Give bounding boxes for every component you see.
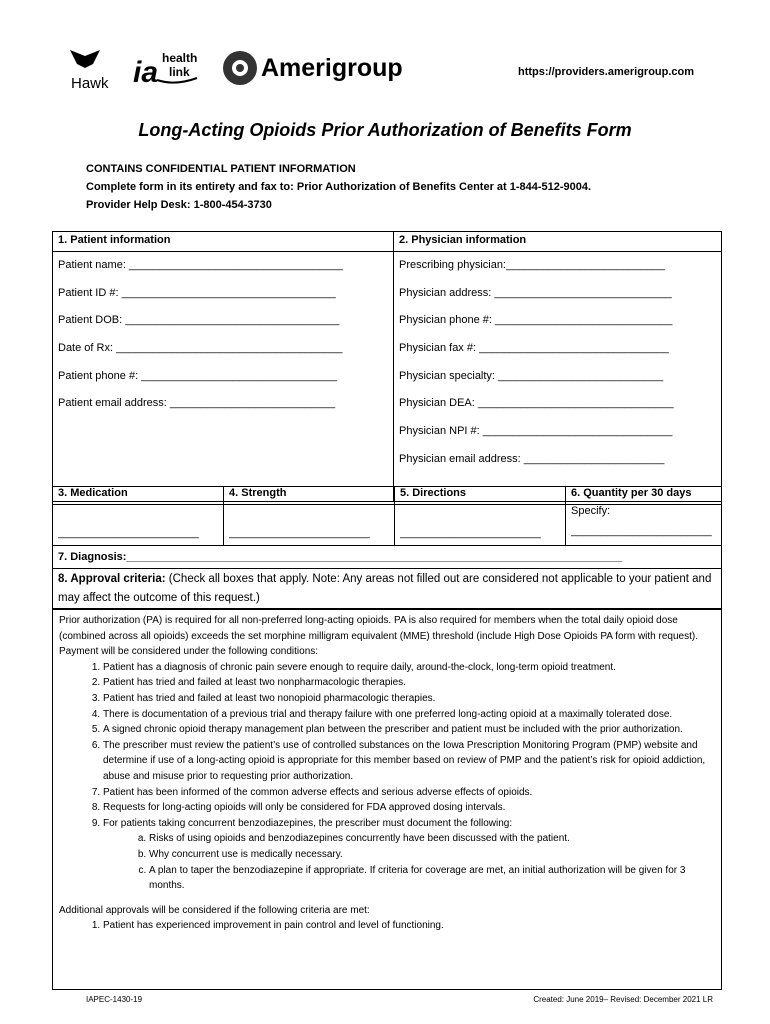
physician-specialty-field[interactable]: Physician specialty: ___________________________ xyxy=(399,369,664,382)
criteria-item: 3. Patient has tried and failed at least two nonopioid pharmacologic therapies. xyxy=(103,691,715,707)
prescribing-physician-field[interactable]: Prescribing physician:__________________________ xyxy=(399,259,666,271)
health-logo-text: health xyxy=(162,51,198,65)
physician-phone-field[interactable]: Physician phone #: _____________________________ xyxy=(399,314,673,327)
criteria-list xyxy=(59,660,715,894)
logo-bar xyxy=(65,42,415,92)
link-logo-text: link xyxy=(169,65,190,79)
quantity-heading: 6. Quantity per 30 days xyxy=(566,487,722,505)
criteria-item: 4. There is documentation of a previous trial and therapy failure with one preferred long-acting opioid at a maximally tolerated dose. xyxy=(103,707,715,723)
criteria-item-text: For patients taking concurrent benzodiazepines, the prescriber must document the following: xyxy=(103,817,513,829)
physician-address-field[interactable]: Physician address: _____________________________ xyxy=(399,286,672,299)
revision-date: Created: June 2019– Revised: December 2021 LR xyxy=(533,995,713,1004)
fax-instructions: Complete form in its entirety and fax to: Prior Authorization of Benefits Center at 1-844-512-9004. xyxy=(86,181,592,193)
patient-email-field[interactable]: Patient email address: ___________________________ xyxy=(58,397,336,410)
criteria-subitem: c. A plan to taper the benzodiazepine if appropriate. If criteria for coverage are met, an initial authorization will be given for 3 months. xyxy=(149,863,715,894)
criteria-item: 2. Patient has tried and failed at least two nonpharmacologic therapies. xyxy=(103,675,715,691)
directions-field[interactable] xyxy=(395,505,566,546)
amerigroup-logo xyxy=(223,51,403,85)
form-code: IAPEC-1430-19 xyxy=(86,995,143,1004)
directions-heading: 5. Directions xyxy=(395,487,566,505)
patient-info-fields xyxy=(53,252,394,502)
info-table xyxy=(52,231,722,502)
directions-blank[interactable]: _______________________ xyxy=(400,527,541,539)
physician-info-heading: 2. Physician information xyxy=(394,232,722,252)
medication-table xyxy=(52,486,722,609)
ia-health-link-logo xyxy=(133,51,197,89)
specify-label: Specify: xyxy=(571,505,611,517)
criteria-item: 5. A signed chronic opioid therapy management plan between the prescriber and patient must be included with the prior authorization. xyxy=(103,722,715,738)
quantity-blank[interactable]: _______________________ xyxy=(571,525,712,537)
additional-approvals-list xyxy=(59,918,715,934)
diagnosis-field[interactable]: 7. Diagnosis:_________________________________________________________________________________ xyxy=(53,546,722,569)
confidential-notice: CONTAINS CONFIDENTIAL PATIENT INFORMATION xyxy=(86,163,356,175)
physician-npi-field[interactable]: Physician NPI #: _______________________________ xyxy=(399,425,673,438)
criteria-item: 1. Patient has a diagnosis of chronic pain severe enough to require daily, around-the-clock, long-term opioid treatment. xyxy=(103,660,715,676)
medication-blank[interactable]: _______________________ xyxy=(58,527,199,539)
patient-name-field[interactable]: Patient name: ___________________________________ xyxy=(58,259,344,271)
patient-info-heading: 1. Patient information xyxy=(53,232,394,252)
criteria-subitem: b. Why concurrent use is medically necessary. xyxy=(149,847,715,863)
approval-criteria-note: (Check all boxes that apply. Note: Any areas not filled out are considered not applicable to your patient and may affect the outcome of this request.) xyxy=(58,573,712,604)
benzodiazepine-sublist xyxy=(103,831,715,893)
physician-email-field[interactable]: Physician email address: _______________________ xyxy=(399,452,665,465)
hawk-logo xyxy=(70,50,109,92)
criteria-item: 7. Patient has been informed of the common adverse effects and serious adverse effects of opioids. xyxy=(103,785,715,801)
approval-criteria-header xyxy=(53,569,722,609)
provider-url[interactable]: https://providers.amerigroup.com xyxy=(518,66,695,78)
strength-blank[interactable]: _______________________ xyxy=(229,527,370,539)
additional-approvals-intro: Additional approvals will be considered if the following criteria are met: xyxy=(59,904,370,916)
criteria-intro: Prior authorization (PA) is required for all non-preferred long-acting opioids. PA is also required for members when the total daily opioid dose (combined across all opioids) exceeds the set morphine milligram equivalent (MME) threshold (include High Dose Opioids PA form with request). Payment will be considered under the following conditions: xyxy=(59,615,698,658)
criteria-item: 8. Requests for long-acting opioids will only be considered for FDA approved dosing intervals. xyxy=(103,800,715,816)
criteria-subitem: a. Risks of using opioids and benzodiazepines concurrently have been discussed with the patient. xyxy=(149,831,715,847)
criteria-item xyxy=(103,816,715,894)
patient-dob-field[interactable]: Patient DOB: ___________________________________ xyxy=(58,314,340,327)
help-desk: Provider Help Desk: 1-800-454-3730 xyxy=(86,199,272,211)
approval-criteria-label: 8. Approval criteria: xyxy=(58,573,166,585)
additional-approval-item: 1. Patient has experienced improvement in pain control and level of functioning. xyxy=(103,918,715,934)
medication-heading: 3. Medication xyxy=(53,487,224,505)
patient-id-field[interactable]: Patient ID #: ___________________________________ xyxy=(58,286,336,299)
strength-field[interactable] xyxy=(224,505,395,546)
medication-field[interactable] xyxy=(53,505,224,546)
physician-info-fields xyxy=(394,252,722,502)
physician-dea-field[interactable]: Physician DEA: ________________________________ xyxy=(399,397,674,410)
patient-phone-field[interactable]: Patient phone #: ________________________________ xyxy=(58,369,337,382)
physician-fax-field[interactable]: Physician fax #: _______________________________ xyxy=(399,342,669,355)
criteria-item: 6. The prescriber must review the patient’s use of controlled substances on the Iowa Prescription Monitoring Program (PMP) website and determine if use of a long-acting opioid is appropriate for this member based on review of PMP and the patient’s risk for opioid addiction, abuse and misuse prior to requesting prior authorization. xyxy=(103,738,715,785)
hawk-logo-text: Hawk xyxy=(71,75,109,92)
ia-logo-text: ia xyxy=(133,56,159,89)
date-of-rx-field[interactable]: Date of Rx: _____________________________________ xyxy=(58,342,343,355)
quantity-field[interactable] xyxy=(566,505,722,546)
criteria-box xyxy=(52,609,722,990)
amerigroup-logo-text: Amerigroup xyxy=(261,54,403,82)
form-title: Long-Acting Opioids Prior Authorization of Benefits Form xyxy=(138,120,632,140)
strength-heading: 4. Strength xyxy=(224,487,395,505)
